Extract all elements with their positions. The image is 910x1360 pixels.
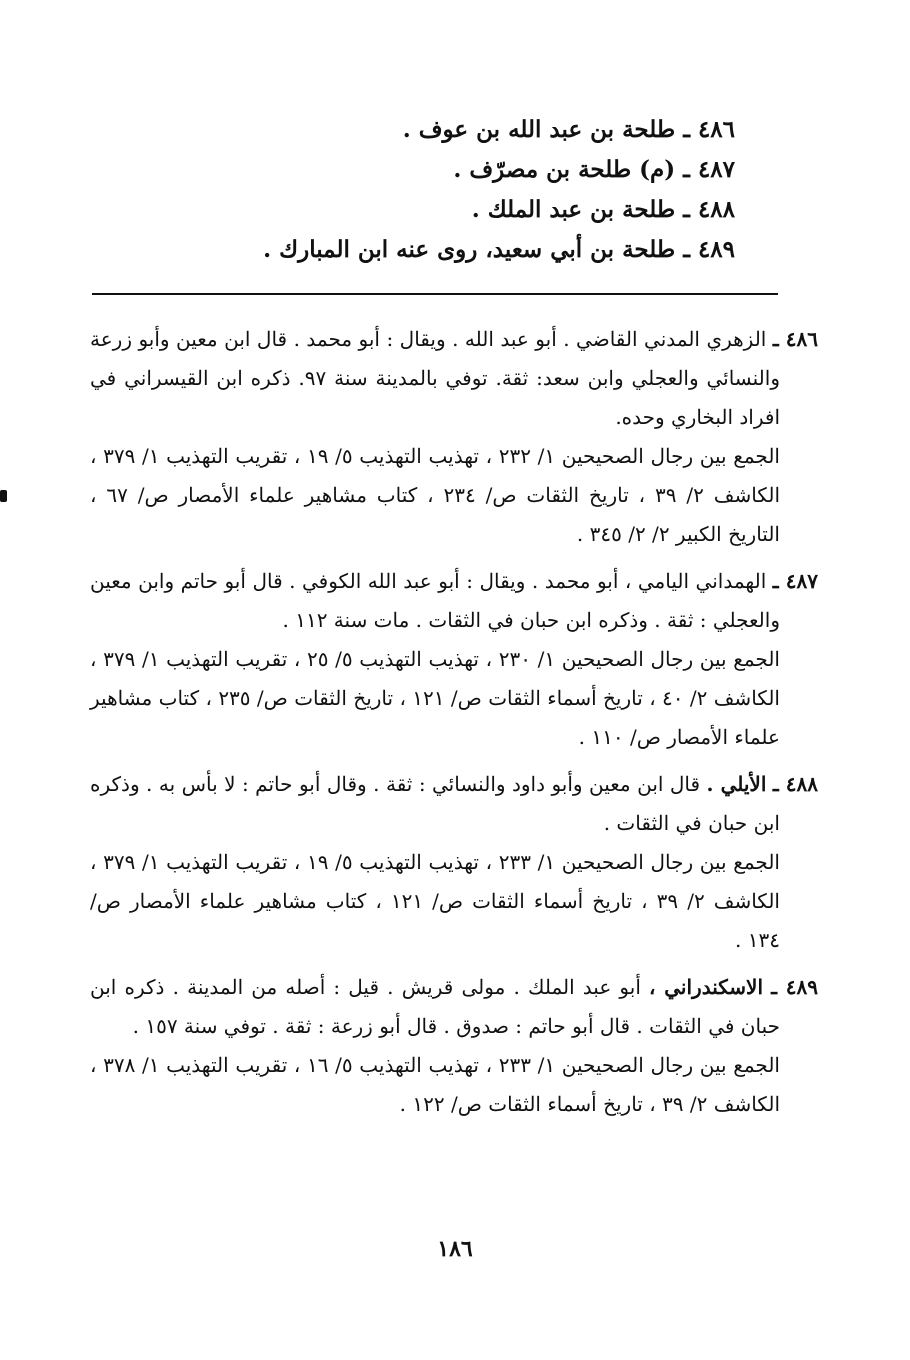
footnote-number: ٤٨٧ ـ [772,569,819,593]
page-number: ١٨٦ [437,1236,473,1262]
footnote-number: ٤٨٦ ـ [772,327,819,351]
footnote-487 [90,562,819,757]
footnote-separator [92,293,778,295]
entry-list [215,110,735,270]
entry-heading: ٤٨٨ ـ طلحة بن عبد الملك . [471,196,735,223]
scan-edge-mark [0,490,7,502]
footnote-references: الجمع بين رجال الصحيحين ١/ ٢٣٣ ، تهذيب التهذيب ٥/ ١٩ ، تقريب التهذيب ١/ ٣٧٩ ، الكاشف ٢/ ٣٩ ، تاريخ أسماء الثقات ص/ ١٢١ ، كتاب مشاهير علماء الأمصار ص/ ١٣٤ . [90,850,780,952]
entry-heading: ٤٨٧ ـ (م) طلحة بن مصرّف . [453,156,735,183]
footnote-name: الاسكندراني ، [649,975,764,999]
footnote-number: ٤٨٨ ـ [772,772,818,796]
entry-heading: ٤٨٦ ـ طلحة بن عبد الله بن عوف . [402,116,735,143]
footnote-references: الجمع بين رجال الصحيحين ١/ ٢٣٢ ، تهذيب التهذيب ٥/ ١٩ ، تقريب التهذيب ١/ ٣٧٩ ، الكاشف ٢/ ٣٩ ، تاريخ الثقات ص/ ٢٣٤ ، كتاب مشاهير علماء الأمصار ص/ ٦٧ ، التاريخ الكبير ٢/ ٢/ ٣٤٥ . [90,444,781,546]
footnote-text: الهمداني اليامي ، أبو محمد . ويقال : أبو عبد الله الكوفي . قال أبو حاتم وابن معين والعجلي : ثقة . وذكره ابن حبان في الثقات . مات سنة ١١٢ . [90,569,780,632]
footnote-text: الزهري المدني القاضي . أبو عبد الله . ويقال : أبو محمد . قال ابن معين وأبو زرعة والنسائي والعجلي وابن سعد: ثقة. توفي بالمدينة سنة ٩٧. ذكره ابن القيسراني في افراد البخاري وحده. [90,327,780,429]
entry-heading: ٤٨٩ ـ طلحة بن أبي سعيد، روى عنه ابن المبارك . [263,236,735,263]
footnote-number: ٤٨٩ ـ [771,975,819,999]
footnote-references: الجمع بين رجال الصحيحين ١/ ٢٣٠ ، تهذيب التهذيب ٥/ ٢٥ ، تقريب التهذيب ١/ ٣٧٩ ، الكاشف ٢/ ٤٠ ، تاريخ أسماء الثقات ص/ ١٢١ ، تاريخ الثقات ص/ ٢٣٥ ، كتاب مشاهير علماء الأمصار ص/ ١١٠ . [90,647,780,749]
footnote-488 [90,765,818,960]
footnote-486 [90,320,819,554]
footnote-references: الجمع بين رجال الصحيحين ١/ ٢٣٣ ، تهذيب التهذيب ٥/ ١٦ ، تقريب التهذيب ١/ ٣٧٨ ، الكاشف ٢/ ٣٩ ، تاريخ أسماء الثقات ص/ ١٢٢ . [90,1053,780,1116]
footnote-489 [90,968,819,1124]
footnote-name: الأيلي . [706,772,767,796]
footnotes [90,320,819,1132]
footnote-text: أبو عبد الملك . مولى قريش . قيل : أصله من المدينة . ذكره ابن حبان في الثقات . قال أبو حاتم : صدوق . قال أبو زرعة : ثقة . توفي سنة ١٥٧ . [90,975,780,1038]
footnote-text: قال ابن معين وأبو داود والنسائي : ثقة . وقال أبو حاتم : لا بأس به . وذكره ابن حبان في الثقات . [90,772,780,835]
